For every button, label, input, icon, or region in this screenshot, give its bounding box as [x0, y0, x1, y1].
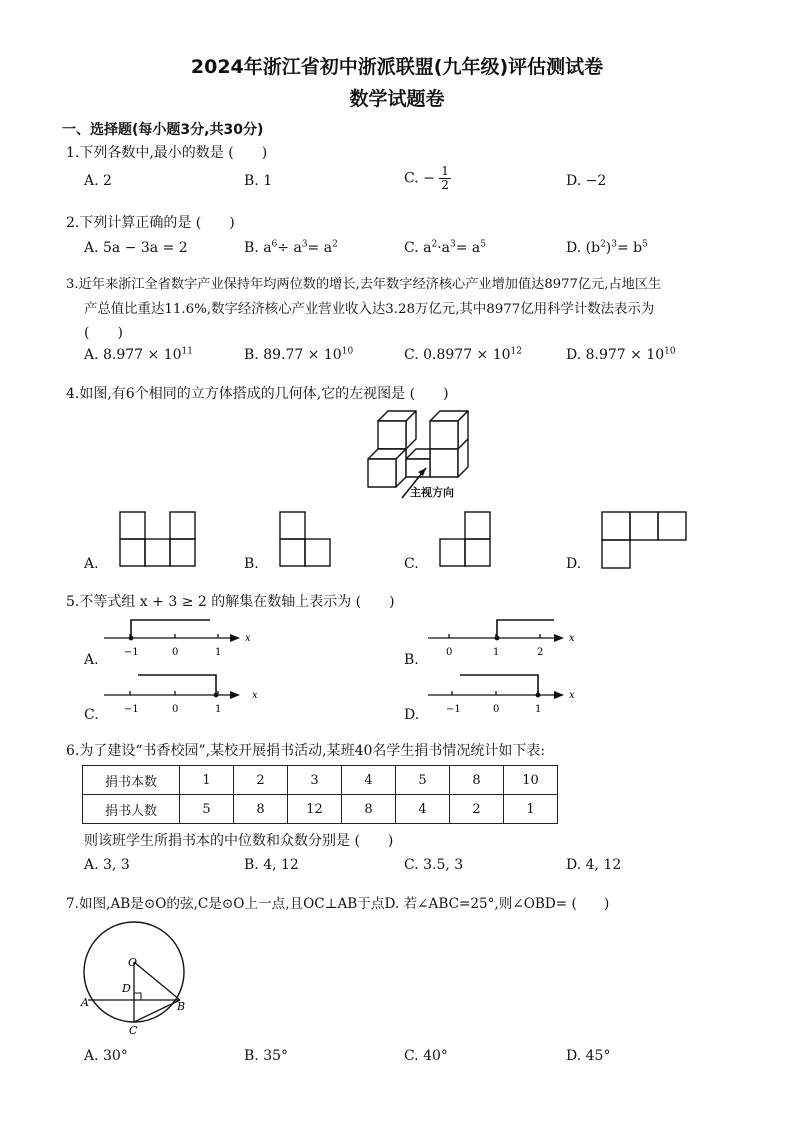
q6-option-a: A. 3, 3 — [84, 857, 130, 873]
section-heading: 一、选择题(每小题3分,共30分) — [62, 122, 264, 138]
q6-r2-c2: 8 — [234, 795, 288, 824]
q5-d-axis-label: x — [569, 690, 575, 701]
q6-r2-c6: 2 — [450, 795, 504, 824]
q5-option-a-label: A. — [84, 652, 99, 668]
q5-b-tick-2: 1 — [493, 647, 500, 658]
q7-circle-figure — [78, 920, 198, 1038]
q6-r2-c4: 8 — [342, 795, 396, 824]
q5-option-b-numberline — [424, 614, 584, 664]
q3-d-base: D. 8.977 × 10 — [566, 347, 665, 363]
q1-c-num: 1 — [441, 164, 449, 178]
table-row — [83, 766, 558, 795]
q2-d-5: = b — [617, 240, 643, 256]
q3-a-exp: 11 — [181, 346, 193, 357]
q6-question: 则该班学生所捐书本的中位数和众数分别是 ( ) — [84, 833, 394, 849]
q2-c-4: 3 — [450, 239, 456, 250]
q7-option-c: C. 40° — [404, 1048, 448, 1064]
q4-option-a-label: A. — [84, 556, 99, 572]
q6-option-c: C. 3.5, 3 — [404, 857, 464, 873]
q2-option-d — [566, 240, 648, 256]
q6-r1-c1: 1 — [180, 766, 234, 795]
q2-b-1: B. a — [244, 240, 272, 256]
q4-option-d-figure — [600, 510, 688, 570]
q2-option-c — [404, 240, 486, 256]
q1-option-c — [404, 165, 451, 192]
q7-label-o: O — [128, 956, 138, 969]
q1-option-b: B. 1 — [244, 173, 273, 189]
q1-c-prefix: C. − — [404, 170, 435, 187]
q1-option-a: A. 2 — [84, 173, 112, 189]
q3-stem-line3: ( ) — [84, 325, 123, 341]
q4-option-c-label: C. — [404, 556, 419, 572]
q3-option-a — [84, 347, 193, 363]
q4-option-b-label: B. — [244, 556, 259, 572]
q5-a-axis-label: x — [245, 633, 251, 644]
q3-d-exp: 10 — [664, 346, 676, 357]
q5-option-c-numberline — [100, 671, 270, 721]
q2-b-4: 3 — [301, 239, 308, 250]
q3-option-d — [566, 347, 676, 363]
q7-label-b: B — [177, 1000, 186, 1013]
q7-label-d: D — [122, 982, 131, 995]
q3-stem-line2: 产总值比重达11.6%,数字经济核心产业营业收入达3.28万亿元,其中8977亿用科学计数法表示为 — [84, 302, 655, 317]
q5-d-tick-1: −1 — [446, 704, 461, 715]
q4-option-b-figure — [278, 510, 334, 568]
q6-option-d: D. 4, 12 — [566, 857, 622, 873]
q5-a-tick-1: −1 — [124, 647, 139, 658]
q1-c-fraction — [439, 165, 451, 192]
q5-option-b-label: B. — [404, 652, 419, 668]
q5-c-tick-3: 1 — [215, 704, 222, 715]
q6-r2-c7: 1 — [504, 795, 558, 824]
q2-c-6: 5 — [480, 239, 486, 250]
q2-option-a: A. 5a − 3a = 2 — [84, 240, 188, 256]
q7-label-a: A — [81, 996, 89, 1009]
q2-c-2: 2 — [431, 239, 438, 250]
q6-r2-c1: 5 — [180, 795, 234, 824]
q2-d-2: 2 — [600, 239, 606, 250]
q5-a-tick-2: 0 — [172, 647, 179, 658]
q6-r1-c2: 2 — [234, 766, 288, 795]
q7-option-b: B. 35° — [244, 1048, 289, 1064]
q5-c-tick-1: −1 — [124, 704, 139, 715]
q5-b-tick-1: 0 — [446, 647, 453, 658]
q4-option-c-figure — [438, 510, 494, 568]
q6-r1-c4: 4 — [342, 766, 396, 795]
q6-stem: 6.为了建设“书香校园”,某校开展捐书活动,某班40名学生捐书情况统计如下表: — [66, 743, 546, 759]
q2-b-3: ÷ a — [277, 240, 302, 256]
q6-r1-c6: 8 — [450, 766, 504, 795]
q2-c-3: ·a — [437, 240, 450, 256]
q6-r1-c5: 5 — [396, 766, 450, 795]
q6-option-b: B. 4, 12 — [244, 857, 299, 873]
q2-b-6: 2 — [332, 239, 338, 250]
exam-title: 2024年浙江省初中浙派联盟(九年级)评估测试卷 — [190, 56, 604, 78]
q2-c-1: C. a — [404, 240, 432, 256]
q2-option-b — [244, 240, 338, 256]
q3-stem-line1: 3.近年来浙江全省数字产业保持年均两位数的增长,去年数字经济核心产业增加值达8977亿元,占地区生 — [66, 277, 662, 292]
q4-stem: 4.如图,有6个相同的立方体搭成的几何体,它的左视图是 ( ) — [66, 386, 449, 402]
exam-subtitle: 数学试题卷 — [349, 88, 445, 110]
q6-r1-c7: 10 — [504, 766, 558, 795]
q2-c-5: = a — [455, 240, 481, 256]
q3-c-base: C. 0.8977 × 10 — [404, 347, 511, 363]
q5-c-axis-label: x — [252, 690, 258, 701]
q5-d-tick-2: 0 — [493, 704, 500, 715]
q6-table — [82, 765, 558, 824]
q2-stem: 2.下列计算正确的是 ( ) — [66, 215, 235, 231]
q5-b-axis-label: x — [569, 633, 575, 644]
q5-c-tick-2: 0 — [172, 704, 179, 715]
q7-option-d: D. 45° — [566, 1048, 611, 1064]
q6-r1-c3: 3 — [288, 766, 342, 795]
q7-stem: 7.如图,AB是⊙O的弦,C是⊙O上一点,且OC⊥AB于点D. 若∠ABC=25°,则∠OBD= ( ) — [66, 896, 610, 912]
q5-option-a-numberline — [100, 614, 260, 664]
q7-label-c: C — [129, 1024, 138, 1037]
q2-d-1: D. (b — [566, 240, 601, 256]
q5-d-tick-3: 1 — [535, 704, 542, 715]
q2-b-5: = a — [307, 240, 333, 256]
q4-view-direction-label: 主视方向 — [410, 486, 454, 499]
q5-option-d-label: D. — [404, 707, 420, 723]
q6-r2-c5: 4 — [396, 795, 450, 824]
q2-d-6: 5 — [642, 239, 648, 250]
q6-r1-c0: 捐书本数 — [83, 766, 180, 795]
q3-a-base: A. 8.977 × 10 — [84, 347, 182, 363]
q1-option-d: D. −2 — [566, 173, 607, 189]
q3-c-exp: 12 — [510, 346, 522, 357]
q1-stem: 1.下列各数中,最小的数是 ( ) — [66, 145, 268, 161]
q5-option-d-numberline — [424, 671, 584, 721]
q1-c-den: 2 — [441, 178, 449, 192]
q5-stem: 5.不等式组 x + 3 ≥ 2 的解集在数轴上表示为 ( ) — [66, 594, 395, 610]
q5-a-tick-3: 1 — [215, 647, 222, 658]
q3-option-b — [244, 347, 353, 363]
q2-d-4: 3 — [611, 239, 617, 250]
q3-b-exp: 10 — [341, 346, 354, 357]
q2-d-3: ) — [605, 240, 612, 256]
table-row — [83, 795, 558, 824]
q5-option-c-label: C. — [84, 707, 99, 723]
q3-b-base: B. 89.77 × 10 — [244, 347, 342, 363]
q6-r2-c3: 12 — [288, 795, 342, 824]
q2-b-2: 6 — [271, 239, 278, 250]
q6-r2-c0: 捐书人数 — [83, 795, 180, 824]
q5-b-tick-3: 2 — [537, 647, 544, 658]
q7-option-a: A. 30° — [84, 1048, 128, 1064]
q3-option-c — [404, 347, 522, 363]
q4-option-d-label: D. — [566, 556, 582, 572]
q4-option-a-figure — [118, 510, 198, 568]
